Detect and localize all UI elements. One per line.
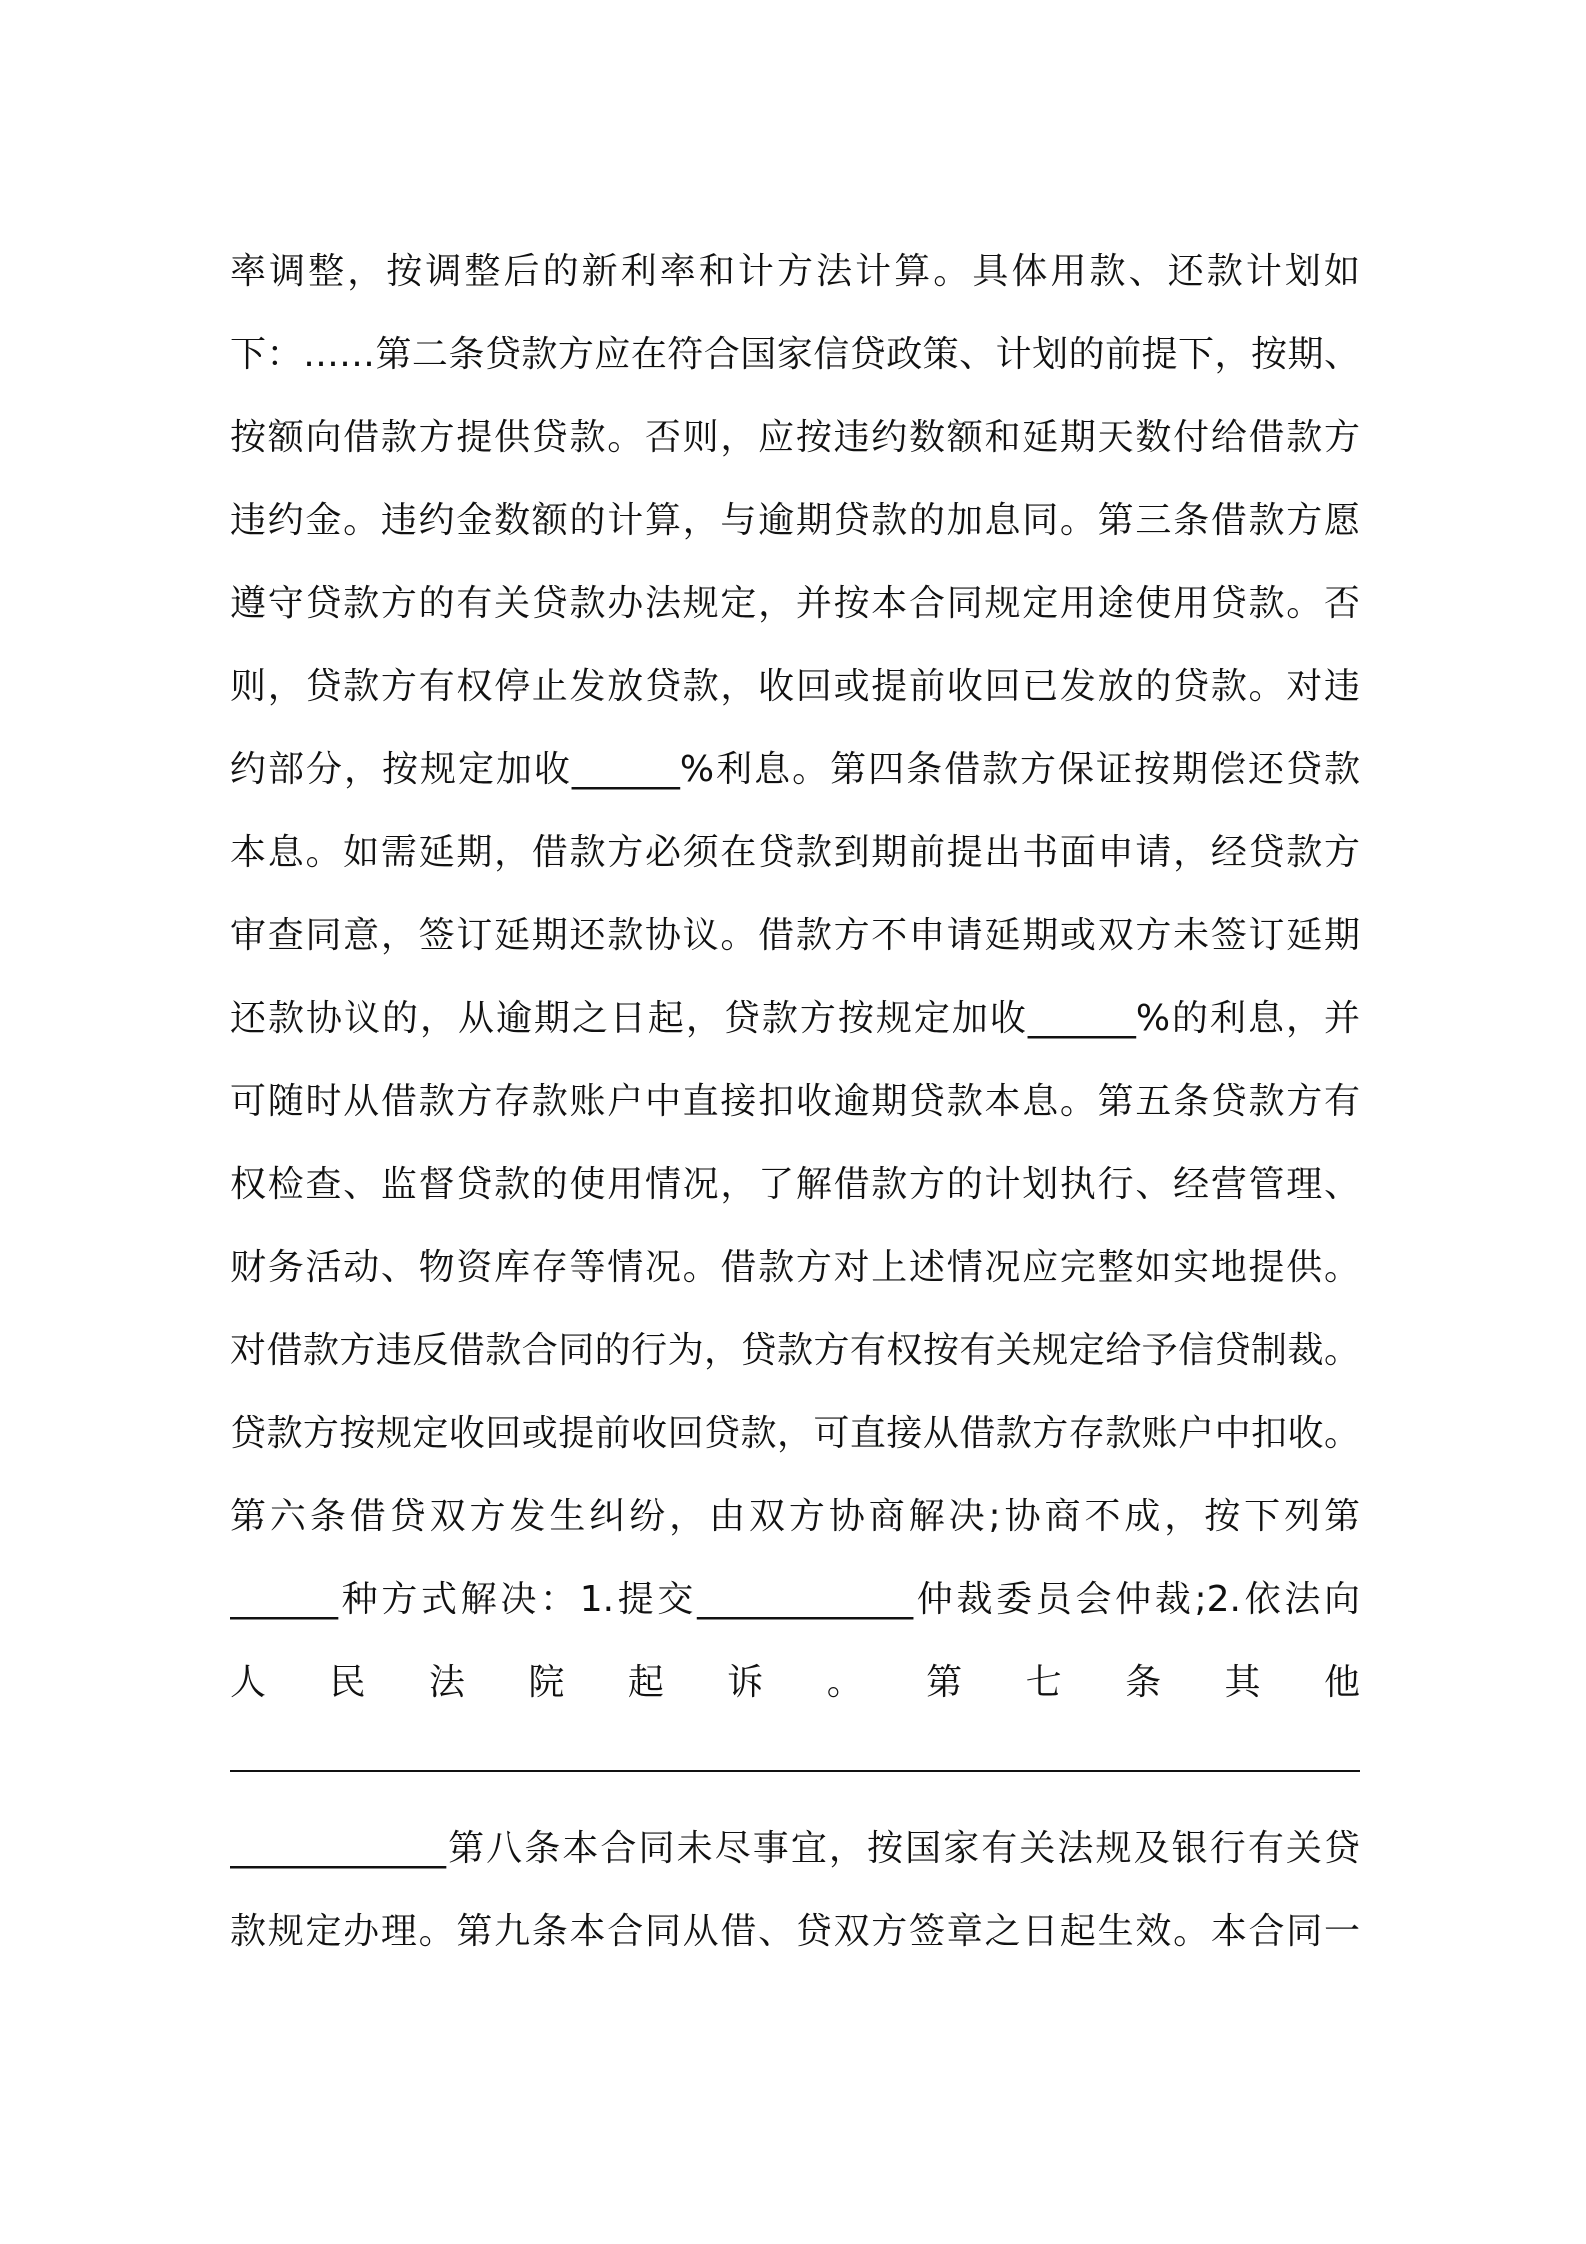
text-line-18: 人 民 法 院 起 诉 。 第 七 条 其 他	[230, 1662, 1360, 1703]
text-line-7: 约部分，按规定加收______%利息。第四条借款方保证按期偿还贷款	[230, 749, 1360, 790]
text-line-8: 本息。如需延期，借款方必须在贷款到期前提出书面申请，经贷款方	[230, 832, 1360, 873]
text-line-10: 还款协议的，从逾期之日起，贷款方按规定加收______%的利息，并	[230, 998, 1360, 1039]
text-line-16: 第六条借贷双方发生纠纷，由双方协商解决;协商不成，按下列第	[230, 1496, 1360, 1537]
underline-blank	[230, 1724, 1360, 1772]
text-line-20: ____________第八条本合同未尽事宜，按国家有关法规及银行有关贷	[230, 1828, 1360, 1869]
text-line-5: 遵守贷款方的有关贷款办法规定，并按本合同规定用途使用贷款。否	[230, 583, 1360, 624]
text-line-17: ______种方式解决：1.提交____________仲裁委员会仲裁;2.依法向	[230, 1579, 1360, 1620]
text-line-6: 则，贷款方有权停止发放贷款，收回或提前收回已发放的贷款。对违	[230, 666, 1360, 707]
text-line-11: 可随时从借款方存款账户中直接扣收逾期贷款本息。第五条贷款方有	[230, 1081, 1360, 1122]
text-line-1: 率调整，按调整后的新利率和计方法计算。具体用款、还款计划如	[230, 251, 1360, 292]
text-line-3: 按额向借款方提供贷款。否则，应按违约数额和延期天数付给借款方	[230, 417, 1360, 458]
text-line-14: 对借款方违反借款合同的行为，贷款方有权按有关规定给予信贷制裁。	[230, 1330, 1360, 1371]
text-line-15: 贷款方按规定收回或提前收回贷款，可直接从借款方存款账户中扣收。	[230, 1413, 1360, 1454]
text-line-13: 财务活动、物资库存等情况。借款方对上述情况应完整如实地提供。	[230, 1247, 1360, 1288]
text-line-12: 权检查、监督贷款的使用情况，了解借款方的计划执行、经营管理、	[230, 1164, 1360, 1205]
text-line-9: 审查同意，签订延期还款协议。借款方不申请延期或双方未签订延期	[230, 915, 1360, 956]
fill-in-blank-line	[230, 1724, 1360, 1807]
text-line-4: 违约金。违约金数额的计算，与逾期贷款的加息同。第三条借款方愿	[230, 500, 1360, 541]
text-line-21: 款规定办理。第九条本合同从借、贷双方签章之日起生效。本合同一	[230, 1911, 1360, 1952]
document-body	[230, 230, 1360, 1973]
text-line-2: 下：……第二条贷款方应在符合国家信贷政策、计划的前提下，按期、	[230, 334, 1360, 375]
